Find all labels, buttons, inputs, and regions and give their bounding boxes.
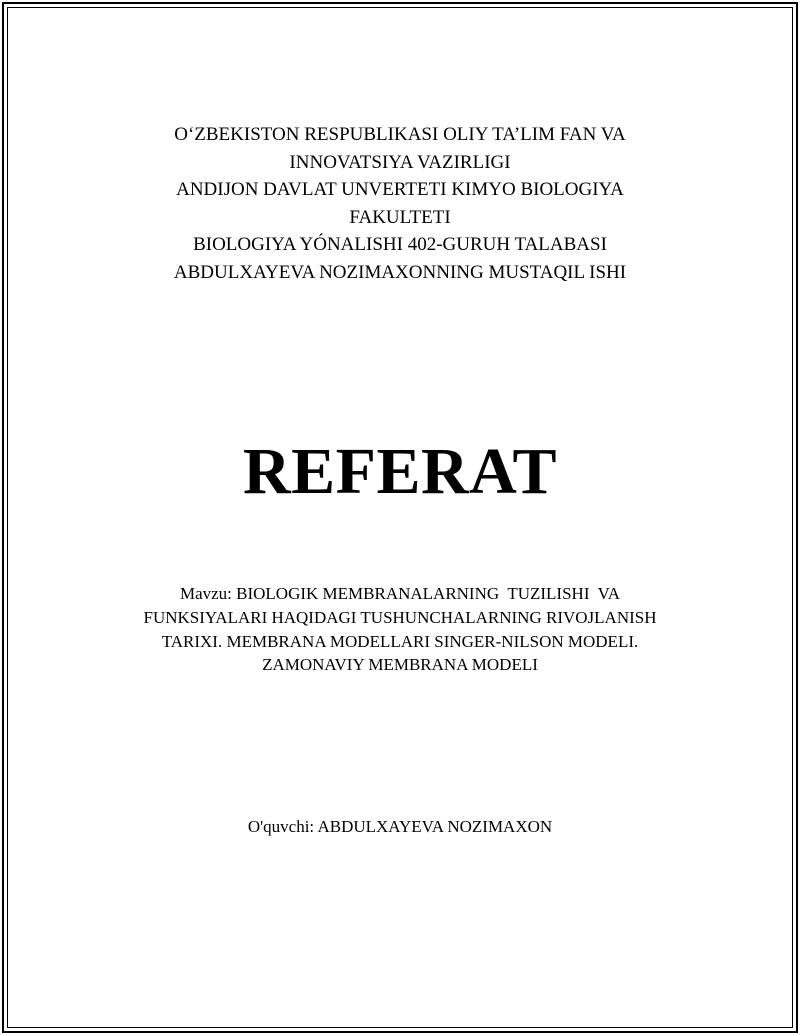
header-line: O‘ZBEKISTON RESPUBLIKASI OLIY TA’LIM FAN VA <box>174 124 626 145</box>
header-line: ABDULXAYEVA NOZIMAXONNING MUSTAQIL ISHI <box>173 261 627 283</box>
topic-block <box>0 582 800 677</box>
student-name: O'quvchi: ABDULXAYEVA NOZIMAXON <box>247 817 553 836</box>
header-line: INNOVATSIYA VAZIRLIGI <box>289 151 511 173</box>
header-line: ANDIJON DAVLAT UNVERTETI KIMYO BIOLOGIYA <box>176 179 624 201</box>
document-title: REFERAT <box>243 435 557 508</box>
header-line: BIOLOGIYA YÓNALISHI 402-GURUH TALABASI <box>193 234 607 256</box>
topic-line: TARIXI. MEMBRANA MODELLARI SINGER-NILSON MODELI. <box>161 631 639 651</box>
institution-header <box>0 121 800 287</box>
topic-line: ZAMONAVIY MEMBRANA MODELI <box>262 655 538 675</box>
header-line: FAKULTETI <box>349 206 451 228</box>
topic-line: FUNKSIYALARI HAQIDAGI TUSHUNCHALARNING RIVOJLANISH <box>143 607 657 627</box>
topic-line: Mavzu: BIOLOGIK MEMBRANALARNING TUZILISHI VA <box>179 584 621 603</box>
